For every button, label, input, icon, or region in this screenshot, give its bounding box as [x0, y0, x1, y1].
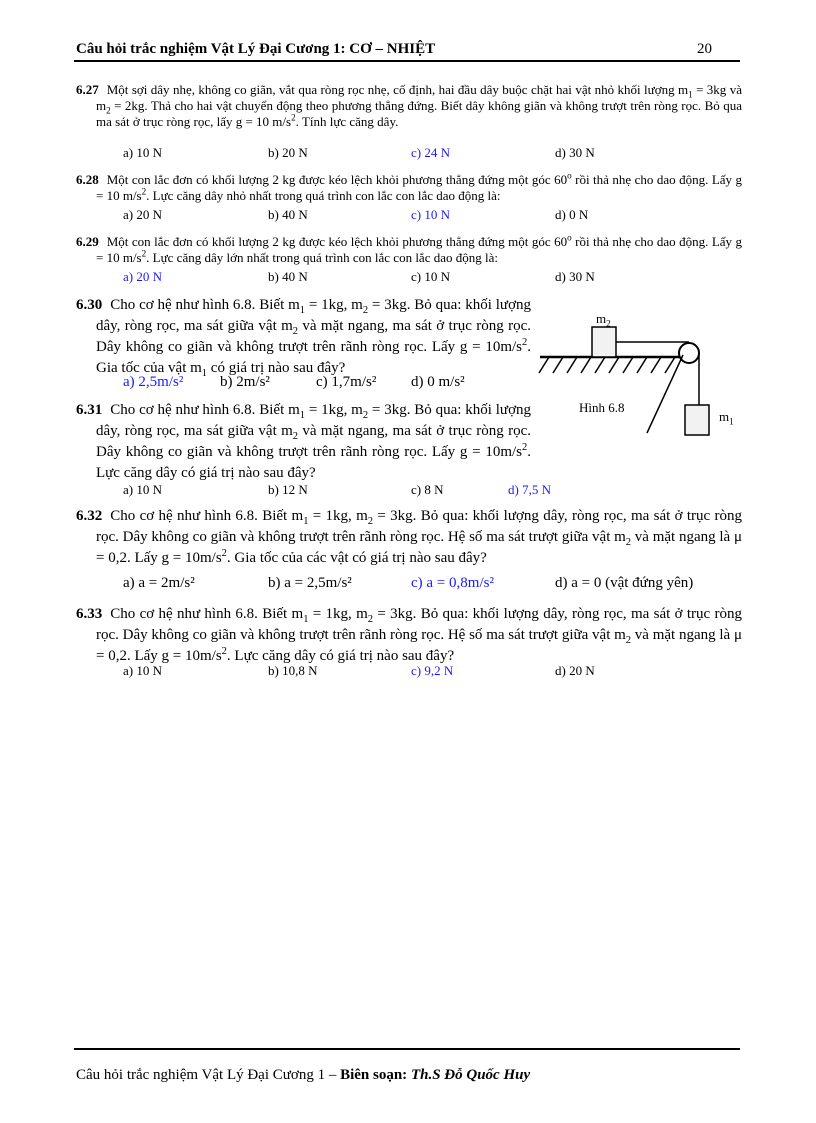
footer-rule: [74, 1048, 740, 1050]
option-b: b) a = 2,5m/s²: [268, 575, 352, 591]
option-b: b) 40 N: [268, 269, 308, 284]
option-d: d) 20 N: [555, 663, 595, 678]
option-d: d) 7,5 N: [508, 482, 551, 497]
option-c: c) 9,2 N: [411, 663, 454, 678]
option-c: c) 1,7m/s²: [316, 374, 377, 390]
question-6-30: 6.30 Cho cơ hệ như hình 6.8. Biết $m_1 = 1kg$, $m_2 = 3kg$. Bỏ qua: khối lượng dây, ròng rọc, ma sát giữa vật $m_2$ và mặt ngang, ma sát ở trục ròng rọc. Dây không co giãn và không trượt trên rãnh ròng rọc. Lấy $g = 10m/s^2$. Gia tốc của vật $m_1$ có giá trị nào sau đây?: [76, 297, 531, 379]
pulley-support: [647, 355, 683, 433]
question-number: 6.30: [76, 297, 103, 313]
figure-pulley-system: [535, 305, 745, 440]
question-number: 6.27: [76, 82, 99, 97]
question-6-28: 6.28 Một con lắc đơn có khối lượng 2 kg được kéo lệch khỏi phương thẳng đứng một góc 60$^o$ rồi thả nhẹ cho dao động. Lấy g = 10 $m/s^2$. Lực căng dây nhỏ nhất trong quá trình con lắc con lắc dao động là:: [76, 170, 743, 203]
option-a: a) 20 N: [123, 269, 162, 284]
option-d: d) a = 0 (vật đứng yên): [555, 575, 694, 591]
header-rule: [74, 60, 740, 62]
label-m2: $m_2$: [596, 311, 611, 329]
question-number: 6.33: [76, 606, 103, 622]
option-c: c) 10 N: [411, 269, 450, 284]
option-a: a) 10 N: [123, 482, 162, 497]
option-c: c) a = 0,8m/s²: [411, 575, 494, 591]
page-footer: Câu hỏi trắc nghiệm Vật Lý Đại Cương 1 – Biên soạn: Th.S Đỗ Quốc Huy: [76, 1067, 531, 1083]
option-c: c) 10 N: [411, 207, 450, 222]
option-b: b) 40 N: [268, 207, 308, 222]
option-b: b) 20 N: [268, 145, 308, 160]
option-a: a) 10 N: [123, 663, 162, 678]
option-d: d) 0 m/s²: [411, 374, 465, 390]
question-number: 6.31: [76, 402, 103, 418]
question-number: 6.32: [76, 508, 103, 524]
option-a: a) 20 N: [123, 207, 162, 222]
question-number: 6.29: [76, 234, 99, 249]
option-a: a) 2,5m/s²: [123, 374, 184, 390]
option-d: d) 30 N: [555, 269, 595, 284]
question-6-31: 6.31 Cho cơ hệ như hình 6.8. Biết $m_1 = 1kg$, $m_2 = 3kg$. Bỏ qua: khối lượng dây, ròng rọc, ma sát giữa vật $m_2$ và mặt ngang, ma sát ở trục ròng rọc. Dây không co giãn và không trượt trên rãnh ròng rọc. Lấy $g = 10m/s^2$. Lực căng dây có giá trị nào sau đây?: [76, 402, 531, 481]
page-number: 20: [697, 41, 712, 57]
label-m1: $m_1$: [719, 409, 734, 427]
option-b: b) 2m/s²: [220, 374, 270, 390]
option-d: d) 30 N: [555, 145, 595, 160]
block-m2: [592, 327, 616, 357]
option-c: c) 8 N: [411, 482, 444, 497]
figure-caption: Hình 6.8: [579, 400, 625, 415]
question-6-27: 6.27 Một sợi dây nhẹ, không co giãn, vắt qua ròng rọc nhẹ, cố định, hai đầu dây buộc chặt hai vật nhỏ khối lượng $m_1 = 3kg$ và $m_2 = 2kg$. Thả cho hai vật chuyển động theo phương thẳng đứng. Biết dây không giãn và không trượt trên ròng rọc. Bỏ qua ma sát ở trục ròng rọc, lấy g = 10 $m/s^2$. Tính lực căng dây.: [76, 82, 742, 129]
option-b: b) 10,8 N: [268, 663, 318, 678]
option-d: d) 0 N: [555, 207, 589, 222]
question-6-33: 6.33 Cho cơ hệ như hình 6.8. Biết $m_1 = 1kg$, $m_2 = 3kg$. Bỏ qua: khối lượng dây, ròng rọc, ma sát ở trục ròng rọc. Dây không co giãn và không trượt trên rãnh ròng rọc. Hệ số ma sát trượt giữa vật $m_2$ và mặt ngang là μ = 0,2. Lấy $g = 10m/s^2$. Lực căng dây có giá trị nào sau đây?: [76, 606, 742, 664]
pulley: [679, 343, 699, 363]
question-number: 6.28: [76, 172, 99, 187]
block-m1: [685, 405, 709, 435]
question-6-29: 6.29 Một con lắc đơn có khối lượng 2 kg được kéo lệch khỏi phương thẳng đứng một góc 60$^o$ rồi thả nhẹ cho dao động. Lấy g = 10 $m/s^2$. Lực căng dây lớn nhất trong quá trình con lắc con lắc dao động là:: [76, 232, 743, 265]
option-a: a) 10 N: [123, 145, 162, 160]
question-6-32: 6.32 Cho cơ hệ như hình 6.8. Biết $m_1 = 1kg$, $m_2 = 3kg$. Bỏ qua: khối lượng dây, ròng rọc, ma sát ở trục ròng rọc. Dây không co giãn và không trượt trên rãnh ròng rọc. Hệ số ma sát trượt giữa vật $m_2$ và mặt ngang là μ = 0,2. Lấy $g = 10m/s^2$. Gia tốc của các vật có giá trị nào sau đây?: [76, 508, 742, 566]
option-b: b) 12 N: [268, 482, 308, 497]
option-a: a) a = 2m/s²: [123, 575, 195, 591]
surface-hatching: [539, 357, 675, 373]
page-header-title: Câu hỏi trắc nghiệm Vật Lý Đại Cương 1: CƠ – NHIỆT: [76, 41, 436, 57]
option-c: c) 24 N: [411, 145, 450, 160]
